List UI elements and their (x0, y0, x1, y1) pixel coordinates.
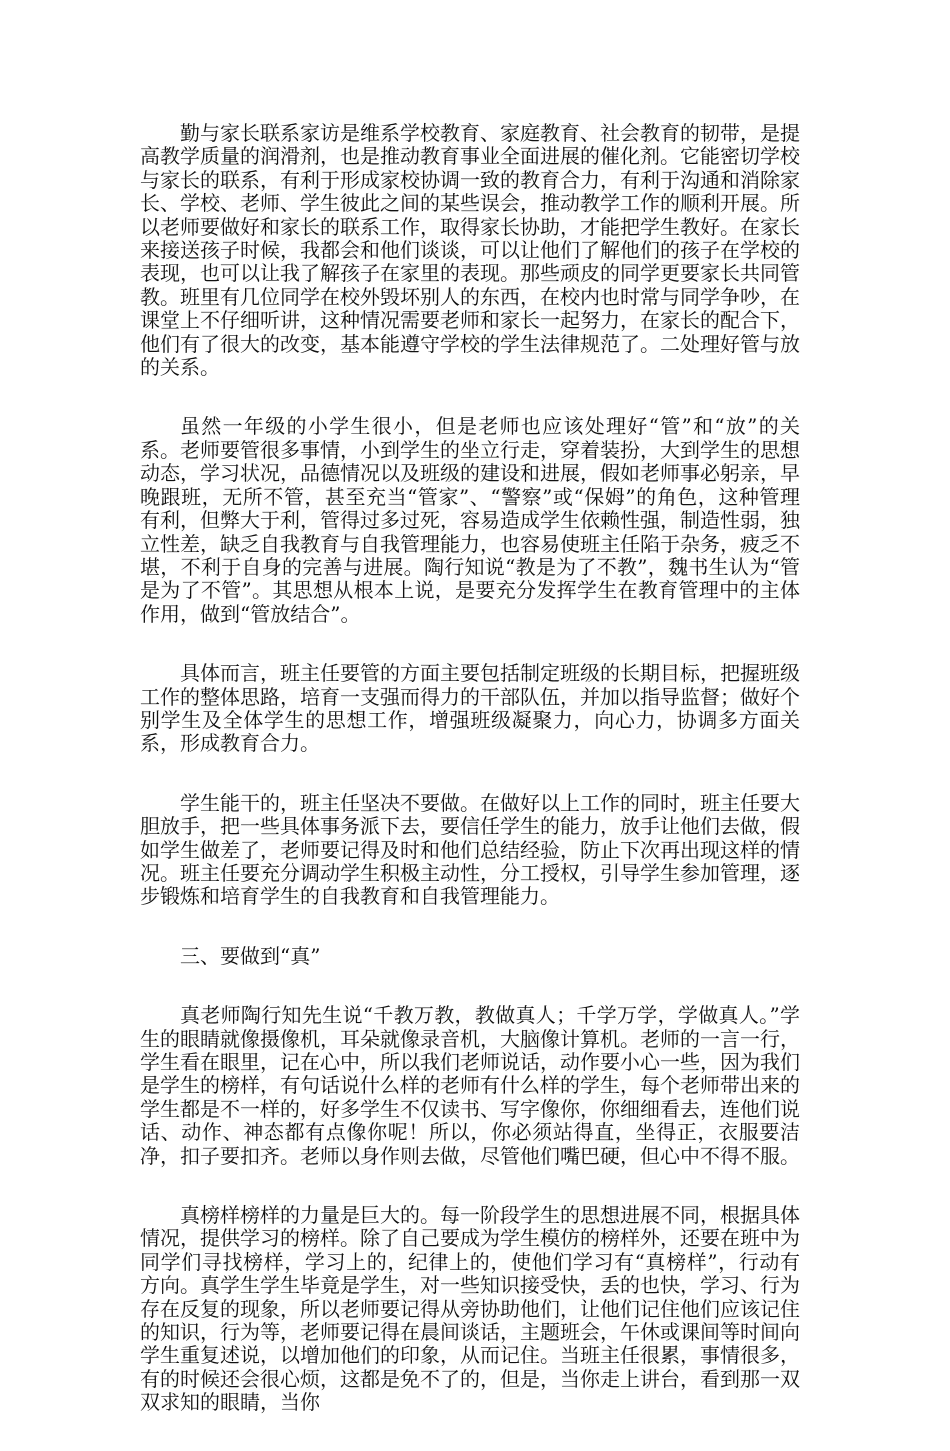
section-heading: 三、要做到“真” (180, 943, 321, 968)
paragraph-student-autonomy: 学生能干的，班主任坚决不要做。在做好以上工作的同时，班主任要大胆放手，把一些具体事务派下去，要信任学生的能力，放手让他们去做，假如学生做差了，老师要记得及时和他们总结经验，防止下次再出现这样的情况。班主任要充分调动学生积极主动性，分工授权，引导学生参加管理，逐步锻炼和培育学生的自我教育和自我管理能力。 (140, 790, 800, 909)
paragraph-home-school-contact: 勤与家长联系家访是维系学校教育、家庭教育、社会教育的韧带，是提高教学质量的润滑剂，也是推动教育事业全面进展的催化剂。它能密切学校与家长的联系，有利于形成家校协调一致的教育合力，有利于沟通和消除家长、学校、老师、学生彼此之间的某些误会，推动教学工作的顺利开展。所以老师要做好和家长的联系工作，取得家长协助，才能把学生教好。在家长来接送孩子时候，我都会和他们谈谈，可以让他们了解他们的孩子在学校的表现，也可以让我了解孩子在家里的表现。那些顽皮的同学更要家长共同管教。班里有几位同学在校外毁坏别人的东西，在校内也时常与同学争吵，在课堂上不仔细听讲，这种情况需要老师和家长一起努力，在家长的配合下，他们有了很大的改变，基本能遵守学校的学生法律规范了。二处理好管与放的关系。 (140, 121, 800, 380)
paragraph-true-teacher: 真老师陶行知先生说“千教万教，教做真人；千学万学，学做真人。”学生的眼睛就像摄像机，耳朵就像录音机，大脑像计算机。老师的一言一行，学生看在眼里，记在心中，所以我们老师说话，动作要小心一些，因为我们是学生的榜样，有句话说什么样的老师有什么样的学生，每个老师带出来的学生都是不一样的，好多学生不仅读书、写字像你，你细细看去，连他们说话、动作、神态都有点像你呢！所以，你必须站得直，坐得正，衣服要洁净，扣子要扣齐。老师以身作则去做，尽管他们嘴巴硬，但心中不得不服。 (140, 1003, 800, 1168)
paragraph-true-role-model: 真榜样榜样的力量是巨大的。每一阶段学生的思想进展不同，根据具体情况，提供学习的榜样。除了自己要成为学生模仿的榜样外，还要在班中为同学们寻找榜样，学习上的，纪律上的，使他们学习有“真榜样”，行动有方向。真学生学生毕竟是学生，对一些知识接受快，丢的也快，学习、行为存在反复的现象，所以老师要记得从旁协助他们，让他们记住他们应该记住的知识，行为等，老师要记得在晨间谈话，主题班会，午休或课间等时间向学生重复述说，以增加他们的印象，从而记住。当班主任很累，事情很多，有的时候还会很心烦，这都是免不了的，但是，当你走上讲台，看到那一双双求知的眼睛，当你 (140, 1203, 800, 1415)
document-body (140, 122, 800, 1451)
paragraph-teacher-duties: 具体而言，班主任要管的方面主要包括制定班级的长期目标，把握班级工作的整体思路，培育一支强而得力的干部队伍，并加以指导监督；做好个别学生及全体学生的思想工作，增强班级凝聚力，向心力，协调多方面关系，形成教育合力。 (140, 661, 800, 756)
paragraph-manage-and-release: 虽然一年级的小学生很小，但是老师也应该处理好“管”和“放”的关系。老师要管很多事情，小到学生的坐立行走，穿着装扮，大到学生的思想动态，学习状况，品德情况以及班级的建设和进展，假如老师事必躬亲，早晚跟班，无所不管，甚至充当“管家”、“警察”或“保姆”的角色，这种管理有利，但弊大于利，管得过多过死，容易造成学生依赖性强，制造性弱，独立性差，缺乏自我教育与自我管理能力，也容易使班主任陷于杂务，疲乏不堪，不利于自身的完善与进展。陶行知说“教是为了不教”，魏书生认为“管是为了不管”。其思想从根本上说，是要充分发挥学生在教育管理中的主体作用，做到“管放结合”。 (140, 414, 800, 626)
